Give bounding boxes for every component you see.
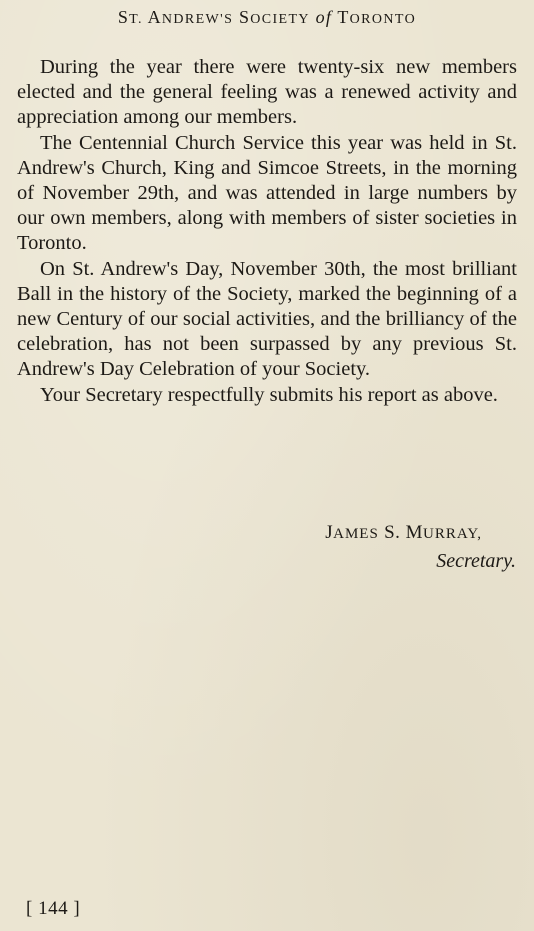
- signature-smallcaps: URRAY,: [423, 526, 482, 542]
- running-head-smallcaps: ORONTO: [349, 12, 417, 27]
- paragraph-st-andrews-day: On St. Andrew's Day, November 30th, the most brilliant Ball in the history of the Society, marked the beginning of a new Century of our social activities, and the brilliancy of the celebration, has not been surpassed by any previous St. Andrew's Day Celebration of your Society.: [17, 257, 517, 381]
- signature-cap: M: [405, 522, 424, 543]
- signature-title: Secretary.: [436, 550, 516, 572]
- paragraph-closing: Your Secretary respectfully submits his report as above.: [40, 383, 498, 406]
- running-head-cap: T: [337, 7, 350, 27]
- paragraph-church-service: The Centennial Church Service this year was held in St. Andrew's Church, King and Simcoe Streets, in the morning of November 29th, and was attended in large numbers by our own members, along with members of sister societies in Toronto.: [17, 131, 517, 255]
- running-head-of: of: [315, 7, 333, 27]
- report-body: [17, 55, 517, 408]
- signature-cap: J: [325, 522, 334, 543]
- running-head-smallcaps: OCIETY: [250, 12, 310, 27]
- page-number: [ 144 ]: [26, 898, 81, 919]
- running-head: [0, 7, 534, 28]
- running-head-smallcaps: NDREW'S: [161, 12, 234, 27]
- signature-middle: S.: [384, 522, 401, 543]
- signature-smallcaps: AMES: [333, 526, 379, 542]
- running-head-cap: S: [117, 7, 130, 27]
- running-head-smallcaps: T.: [129, 12, 143, 27]
- running-head-cap: A: [147, 7, 162, 27]
- signature-name: [325, 522, 482, 544]
- running-head-cap: S: [238, 7, 251, 27]
- paragraph-new-members: During the year there were twenty-six new members elected and the general feeling was a renewed activity and appreciation among our members.: [17, 56, 517, 129]
